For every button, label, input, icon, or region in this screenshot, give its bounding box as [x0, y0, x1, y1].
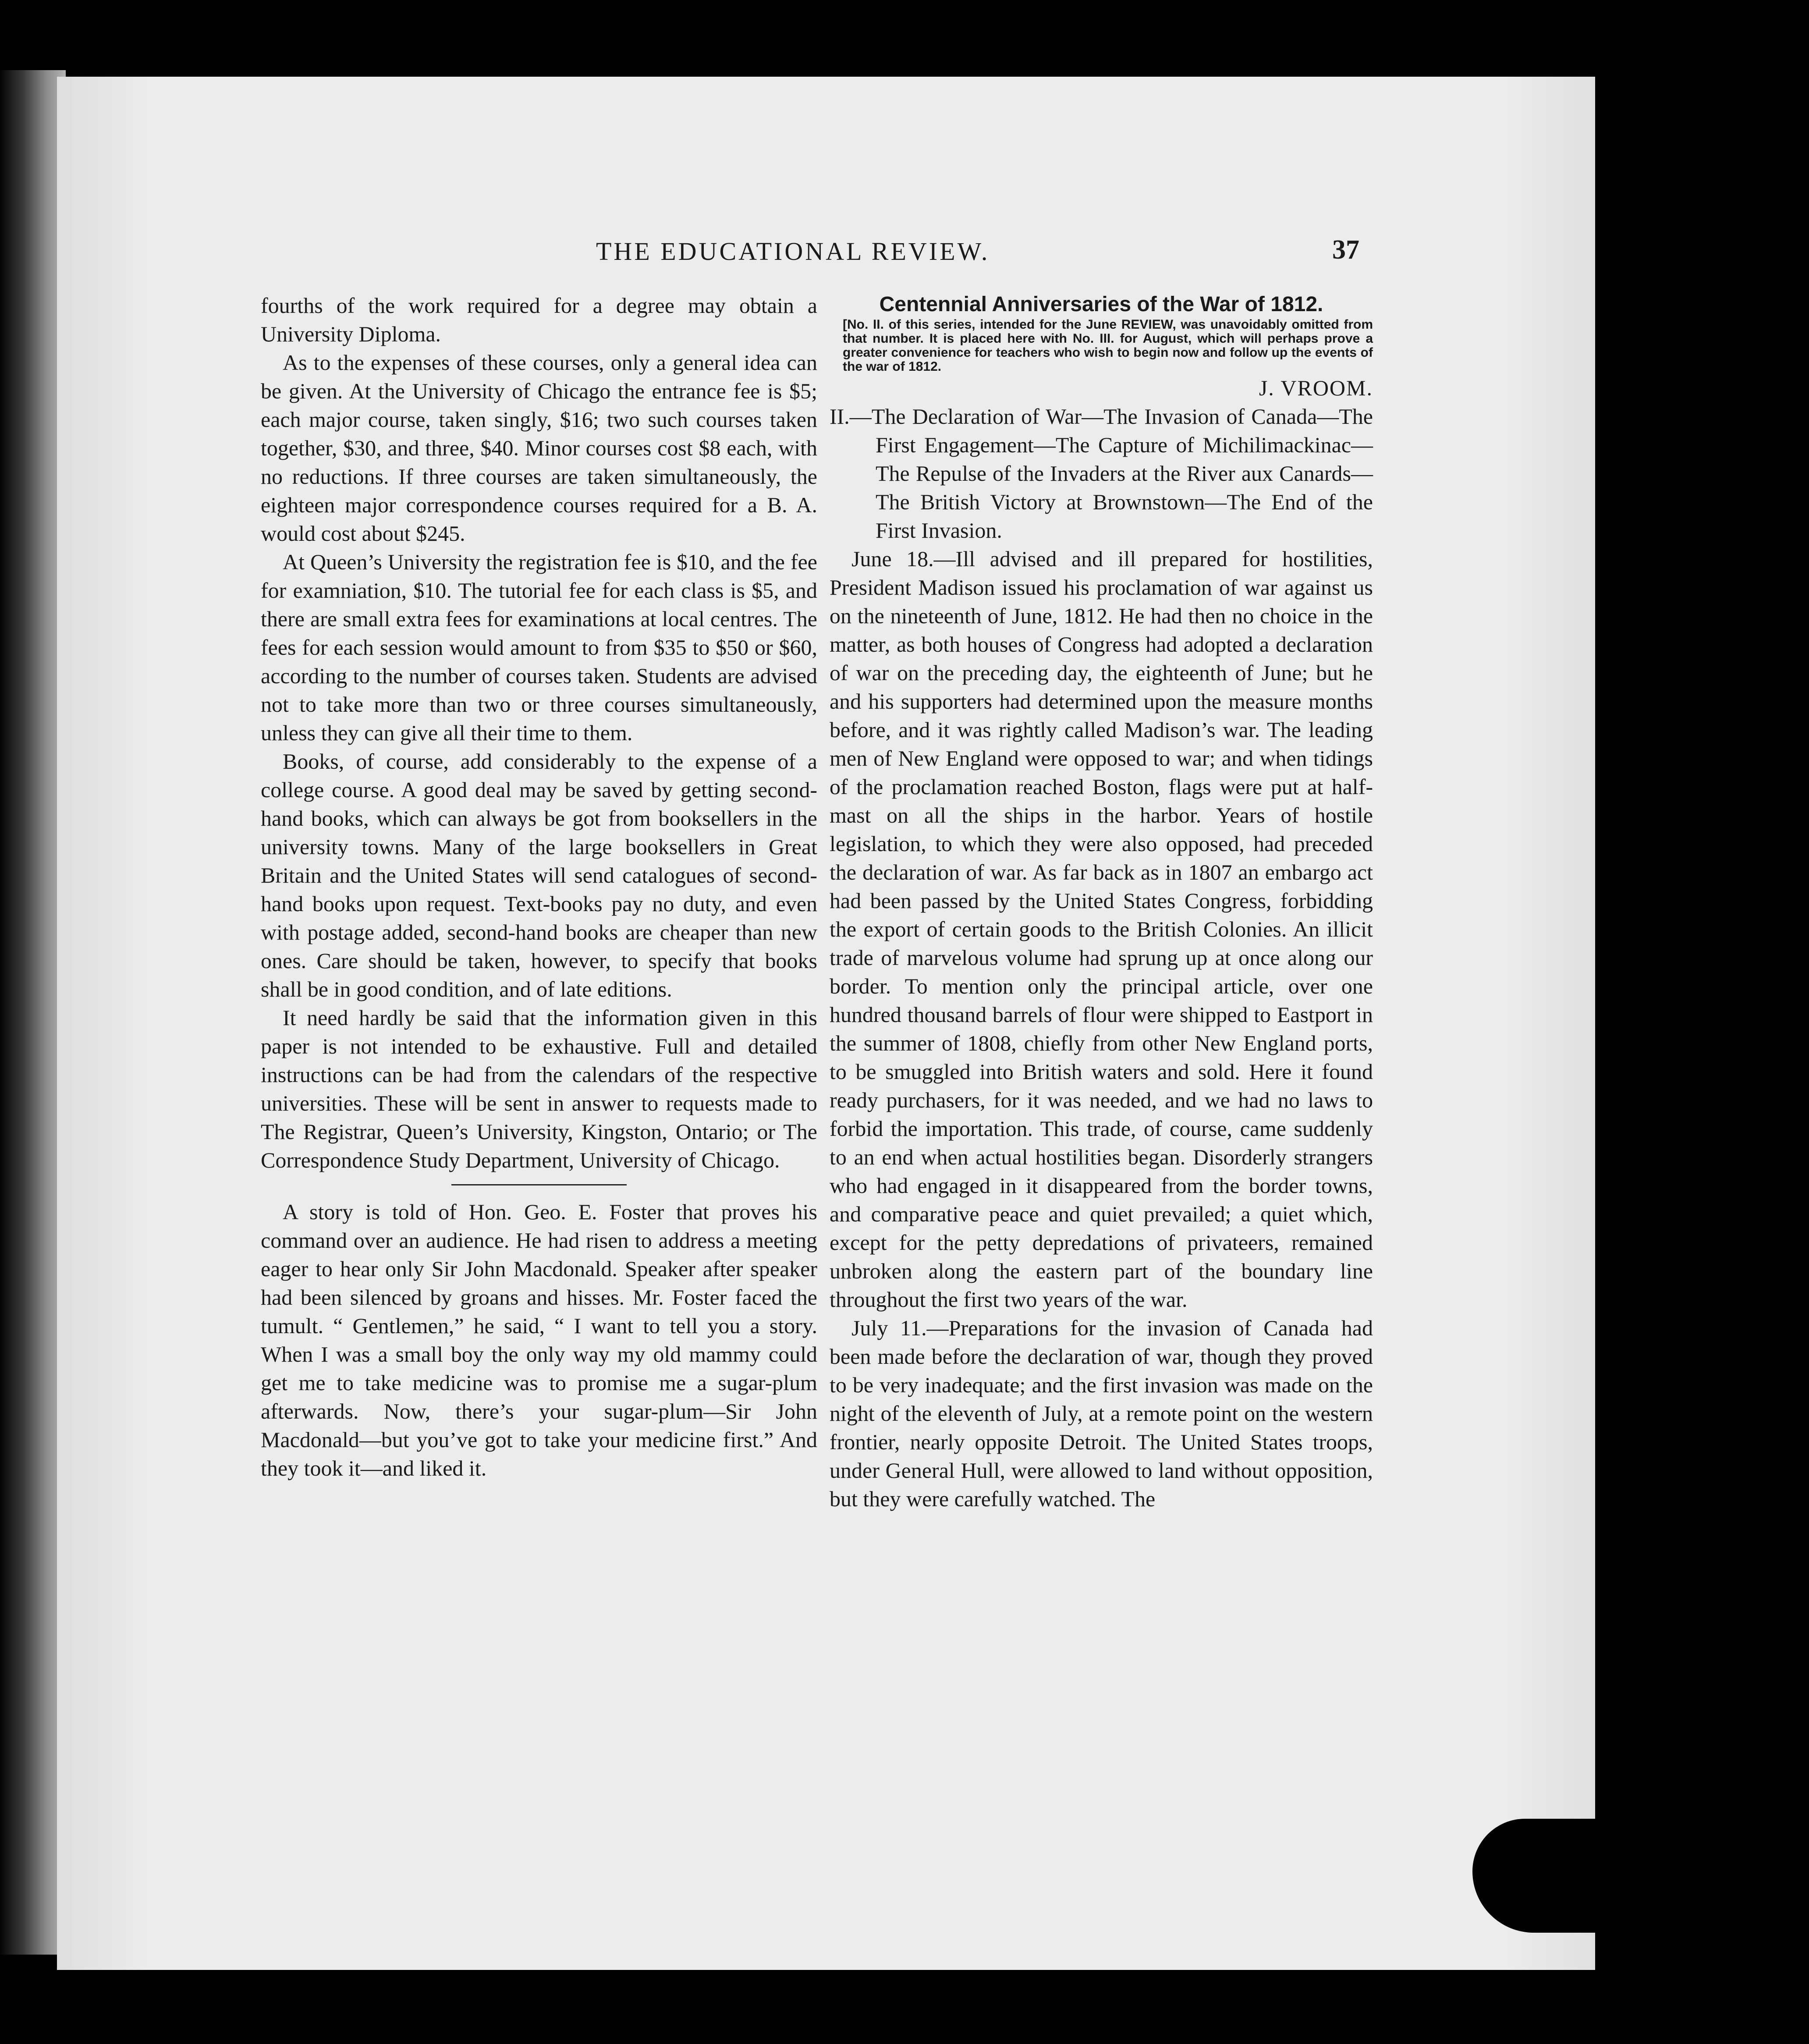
paragraph: At Queen’s University the registration fee is $10, and the fee for examniation, $10. The tutorial fee for each class is $5, and there are small extra fees for examinations at local centres. The fees for each session would amount to from $35 to $50 or $60, according to the number of courses taken. Students are advised not to take more than two or three courses simultaneously, unless they can give all their time to them. — [261, 550, 817, 745]
paragraph: June 18.—Ill advised and ill prepared for hostilities, President Madison issued his proclamation of war against us on the nineteenth of June, 1812. He had then no choice in the matter, as both houses of Congress had adopted a declaration of war on the preceding day, the eighteenth of June; but he and his supporters had determined upon the measure months before, and it was rightly called Madison’s war. The leading men of New England were opposed to war; and when tidings of the proclamation reached Boston, flags were put at half-mast on all the ships in the harbor. Years of hostile legislation, to which they were also opposed, had preceded the declaration of war. As far back as in 1807 an embargo act had been passed by the United States Congress, forbidding the export of certain goods to the British Colonies. An illicit trade of marvelous volume had sprung up at once along our border. To mention only the principal article, over one hundred thousand barrels of flour were shipped to Eastport in the summer of 1808, chiefly from other New England ports, to be smuggled into British waters and sold. Here it found ready purchasers, for it was needed, and we had no laws to forbid the importation. This trade, of course, came suddenly to an end when actual hostilities began. Disorderly strangers who had engaged in it disappeared from the border towns, and comparative peace and quiet prevailed; a quiet which, except for the petty depredations of privateers, remained unbroken along the eastern part of the boundary line throughout the first two years of the war. — [830, 546, 1373, 1312]
page-number: 37 — [1332, 235, 1359, 265]
paragraph: As to the expenses of these courses, only a general idea can be given. At the University of Chicago the entrance fee is $5; each major course, taken singly, $16; two such courses taken together, $30, and three, $40. Minor courses cost $8 each, with no reductions. If three courses are taken simultaneously, the eighteen major correspondence courses required for a B. A. would cost about $245. — [261, 350, 817, 546]
page-gutter-shadow — [0, 70, 66, 1955]
left-column — [261, 291, 817, 1483]
paragraph: Books, of course, add considerably to the expense of a college course. A good deal may be saved by getting second-hand books, which can always be got from booksellers in the university towns. Many of the large booksellers in Great Britain and the United States will send catalogues of second-hand books upon request. Text-books pay no duty, and even with postage added, second-hand books are cheaper than new ones. Care should be taken, however, to specify that books shall be in good condition, and of late editions. — [261, 749, 817, 1001]
article-contents: II.—The Declaration of War—The Invasion of Canada—The First Engagement—The Capture of Michilimackinac—The Repulse of the Invaders at the River aux Canards—The British Victory at Brownstown—The End of the First Invasion. — [830, 404, 1373, 543]
article-author: J. VROOM. — [1259, 376, 1373, 400]
scanner-thumb — [1472, 1819, 1604, 1933]
editor-note: [No. II. of this series, intended for the June REVIEW, was unavoidably omitted from that number. It is placed here with No. III. for August, which will perhaps prove a greater convenience for teachers who wish to begin now and follow up the events of the war of 1812. — [843, 317, 1373, 374]
paragraph: fourths of the work required for a degree may obtain a University Diploma. — [261, 293, 817, 346]
running-title: THE EDUCATIONAL REVIEW. — [596, 237, 990, 266]
paragraph: July 11.—Preparations for the invasion of Canada had been made before the declaration of war, though they proved to be very inadequate; and the first invasion was made on the night of the eleventh of July, at a remote point on the western frontier, nearly opposite Detroit. The United States troops, under General Hull, were allowed to land without opposition, but they were carefully watched. The — [830, 1316, 1373, 1511]
paragraph: It need hardly be said that the information given in this paper is not intended to be exhaustive. Full and detailed instructions can be had from the calendars of the respective universities. These will be sent in answer to requests made to The Registrar, Queen’s University, Kingston, Ontario; or The Correspondence Study Department, University of Chicago. — [261, 1005, 817, 1172]
section-divider — [451, 1184, 627, 1185]
anecdote-paragraph: A story is told of Hon. Geo. E. Foster that proves his command over an audience. He had risen to address a meeting eager to hear only Sir John Macdonald. Speaker after speaker had been silenced by groans and hisses. Mr. Foster faced the tumult. “ Gentlemen,” he said, “ I want to tell you a story. When I was a small boy the only way my old mammy could get me to take medicine was to promise me a sugar-plum afterwards. Now, there’s your sugar-plum—Sir John Macdonald—but you’ve got to take your medicine first.” And they took it—and liked it. — [261, 1199, 817, 1480]
right-column — [830, 291, 1373, 1513]
article-title: Centennial Anniversaries of the War of 1812. — [879, 293, 1323, 316]
